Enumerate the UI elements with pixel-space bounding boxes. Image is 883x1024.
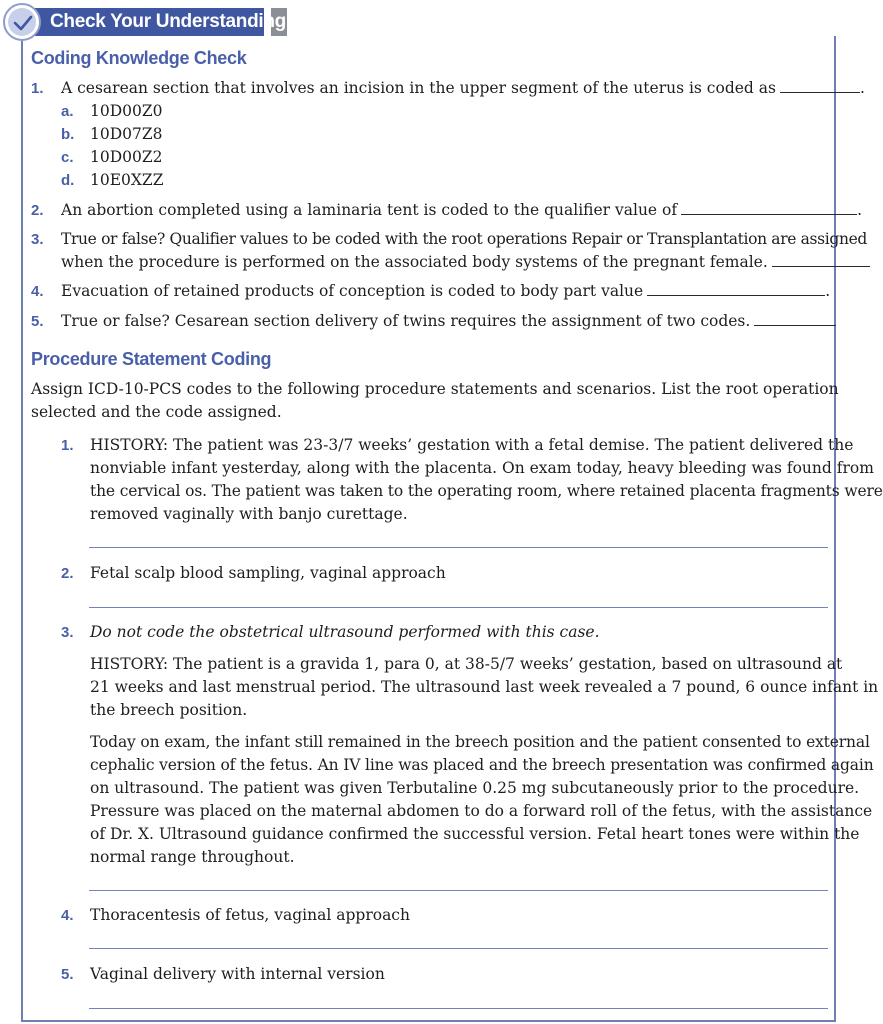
- answer-blank[interactable]: [681, 213, 857, 215]
- checkmark-icon: [3, 3, 41, 41]
- page-title: Check Your Understanding: [50, 11, 286, 32]
- question-text: True or false? Cesarean section delivery of twins requires the assignment of two codes.: [61, 312, 751, 330]
- question-3-line-2: [61, 251, 870, 274]
- item-number: 1.: [61, 437, 74, 454]
- question-1: A cesarean section that involves an incision in the upper segment of the uterus is coded as .: [61, 79, 865, 97]
- item-3-para2-line: normal range throughout.: [90, 848, 295, 866]
- answer-line[interactable]: [89, 890, 828, 891]
- answer-blank[interactable]: [772, 265, 870, 267]
- answer-line[interactable]: [89, 1008, 828, 1009]
- question-number: 4.: [31, 283, 44, 300]
- option-letter: c.: [61, 149, 74, 166]
- option-letter: d.: [61, 172, 75, 189]
- section-title-knowledge-check: Coding Knowledge Check: [31, 48, 247, 68]
- item-number: 4.: [61, 907, 74, 924]
- answer-blank[interactable]: [647, 294, 825, 296]
- option-text: 10D07Z8: [90, 125, 163, 143]
- question-text: A cesarean section that involves an incision in the upper segment of the uterus is coded as: [61, 79, 776, 97]
- question-text: Evacuation of retained products of conception is coded to body part value: [61, 282, 644, 300]
- question-number: 2.: [31, 202, 44, 219]
- question-text: when the procedure is performed on the associated body systems of the pregnant female.: [61, 253, 768, 271]
- item-4-text: Thoracentesis of fetus, vaginal approach: [90, 906, 410, 924]
- item-3-para2-line: cephalic version of the fetus. An IV line was placed and the breech presentation was confirmed again: [90, 756, 874, 774]
- item-1-line: nonviable infant yesterday, along with the placenta. On exam today, heavy bleeding was found from: [90, 459, 874, 477]
- section-title-procedure-coding: Procedure Statement Coding: [31, 349, 272, 369]
- item-number: 2.: [61, 565, 74, 582]
- item-3-para2-line: Pressure was placed on the maternal abdomen to do a forward roll of the fetus, with the assistance: [90, 802, 873, 820]
- option-text: 10D00Z0: [90, 102, 163, 120]
- answer-line[interactable]: [89, 607, 828, 608]
- answer-line[interactable]: [89, 547, 828, 548]
- item-1-line: removed vaginally with banjo curettage.: [90, 505, 408, 523]
- item-3-para2-line: on ultrasound. The patient was given Terbutaline 0.25 mg subcutaneously prior to the procedure.: [90, 779, 860, 797]
- question-5: [61, 310, 836, 333]
- item-1-line: HISTORY: The patient was 23-3/7 weeks’ gestation with a fetal demise. The patient delivered the: [90, 436, 854, 454]
- item-3-para2-line: of Dr. X. Ultrasound guidance confirmed the successful version. Fetal heart tones were within the: [90, 825, 860, 843]
- intro-line-1: Assign ICD-10-PCS codes to the following procedure statements and scenarios. List the root operation: [31, 380, 839, 398]
- intro-line-2: selected and the code assigned.: [31, 403, 282, 421]
- item-1-line: the cervical os. The patient was taken to the operating room, where retained placenta fragments were: [90, 482, 883, 500]
- option-text: 10D00Z2: [90, 148, 163, 166]
- answer-line[interactable]: [89, 948, 828, 949]
- item-5-text: Vaginal delivery with internal version: [90, 965, 385, 983]
- item-2-text: Fetal scalp blood sampling, vaginal approach: [90, 564, 446, 582]
- item-number: 3.: [61, 624, 74, 641]
- item-3-para2-line: Today on exam, the infant still remained in the breech position and the patient consented to external: [90, 733, 870, 751]
- question-number: 5.: [31, 313, 44, 330]
- item-3-note: Do not code the obstetrical ultrasound performed with this case.: [90, 623, 600, 641]
- item-3-para1-line: 21 weeks and last menstrual period. The ultrasound last week revealed a 7 pound, 6 ounce infant in: [90, 678, 879, 696]
- question-number: 3.: [31, 231, 44, 248]
- question-text: An abortion completed using a laminaria tent is coded to the qualifier value of: [61, 201, 678, 219]
- answer-blank[interactable]: [754, 324, 836, 326]
- question-number: 1.: [31, 80, 44, 97]
- answer-blank[interactable]: [780, 91, 860, 93]
- option-text: 10E0XZZ: [90, 171, 164, 189]
- question-2: An abortion completed using a laminaria tent is coded to the qualifier value of .: [61, 201, 863, 219]
- option-letter: a.: [61, 103, 74, 120]
- item-number: 5.: [61, 966, 74, 983]
- option-letter: b.: [61, 126, 75, 143]
- question-4: Evacuation of retained products of conception is coded to body part value .: [61, 282, 831, 300]
- question-3-line-1: True or false? Qualifier values to be coded with the root operations Repair or Transplantation are assigned: [61, 230, 867, 248]
- item-3-para1-line: HISTORY: The patient is a gravida 1, para 0, at 38-5/7 weeks’ gestation, based on ultrasound at: [90, 655, 843, 673]
- item-3-para1-line: the breech position.: [90, 701, 248, 719]
